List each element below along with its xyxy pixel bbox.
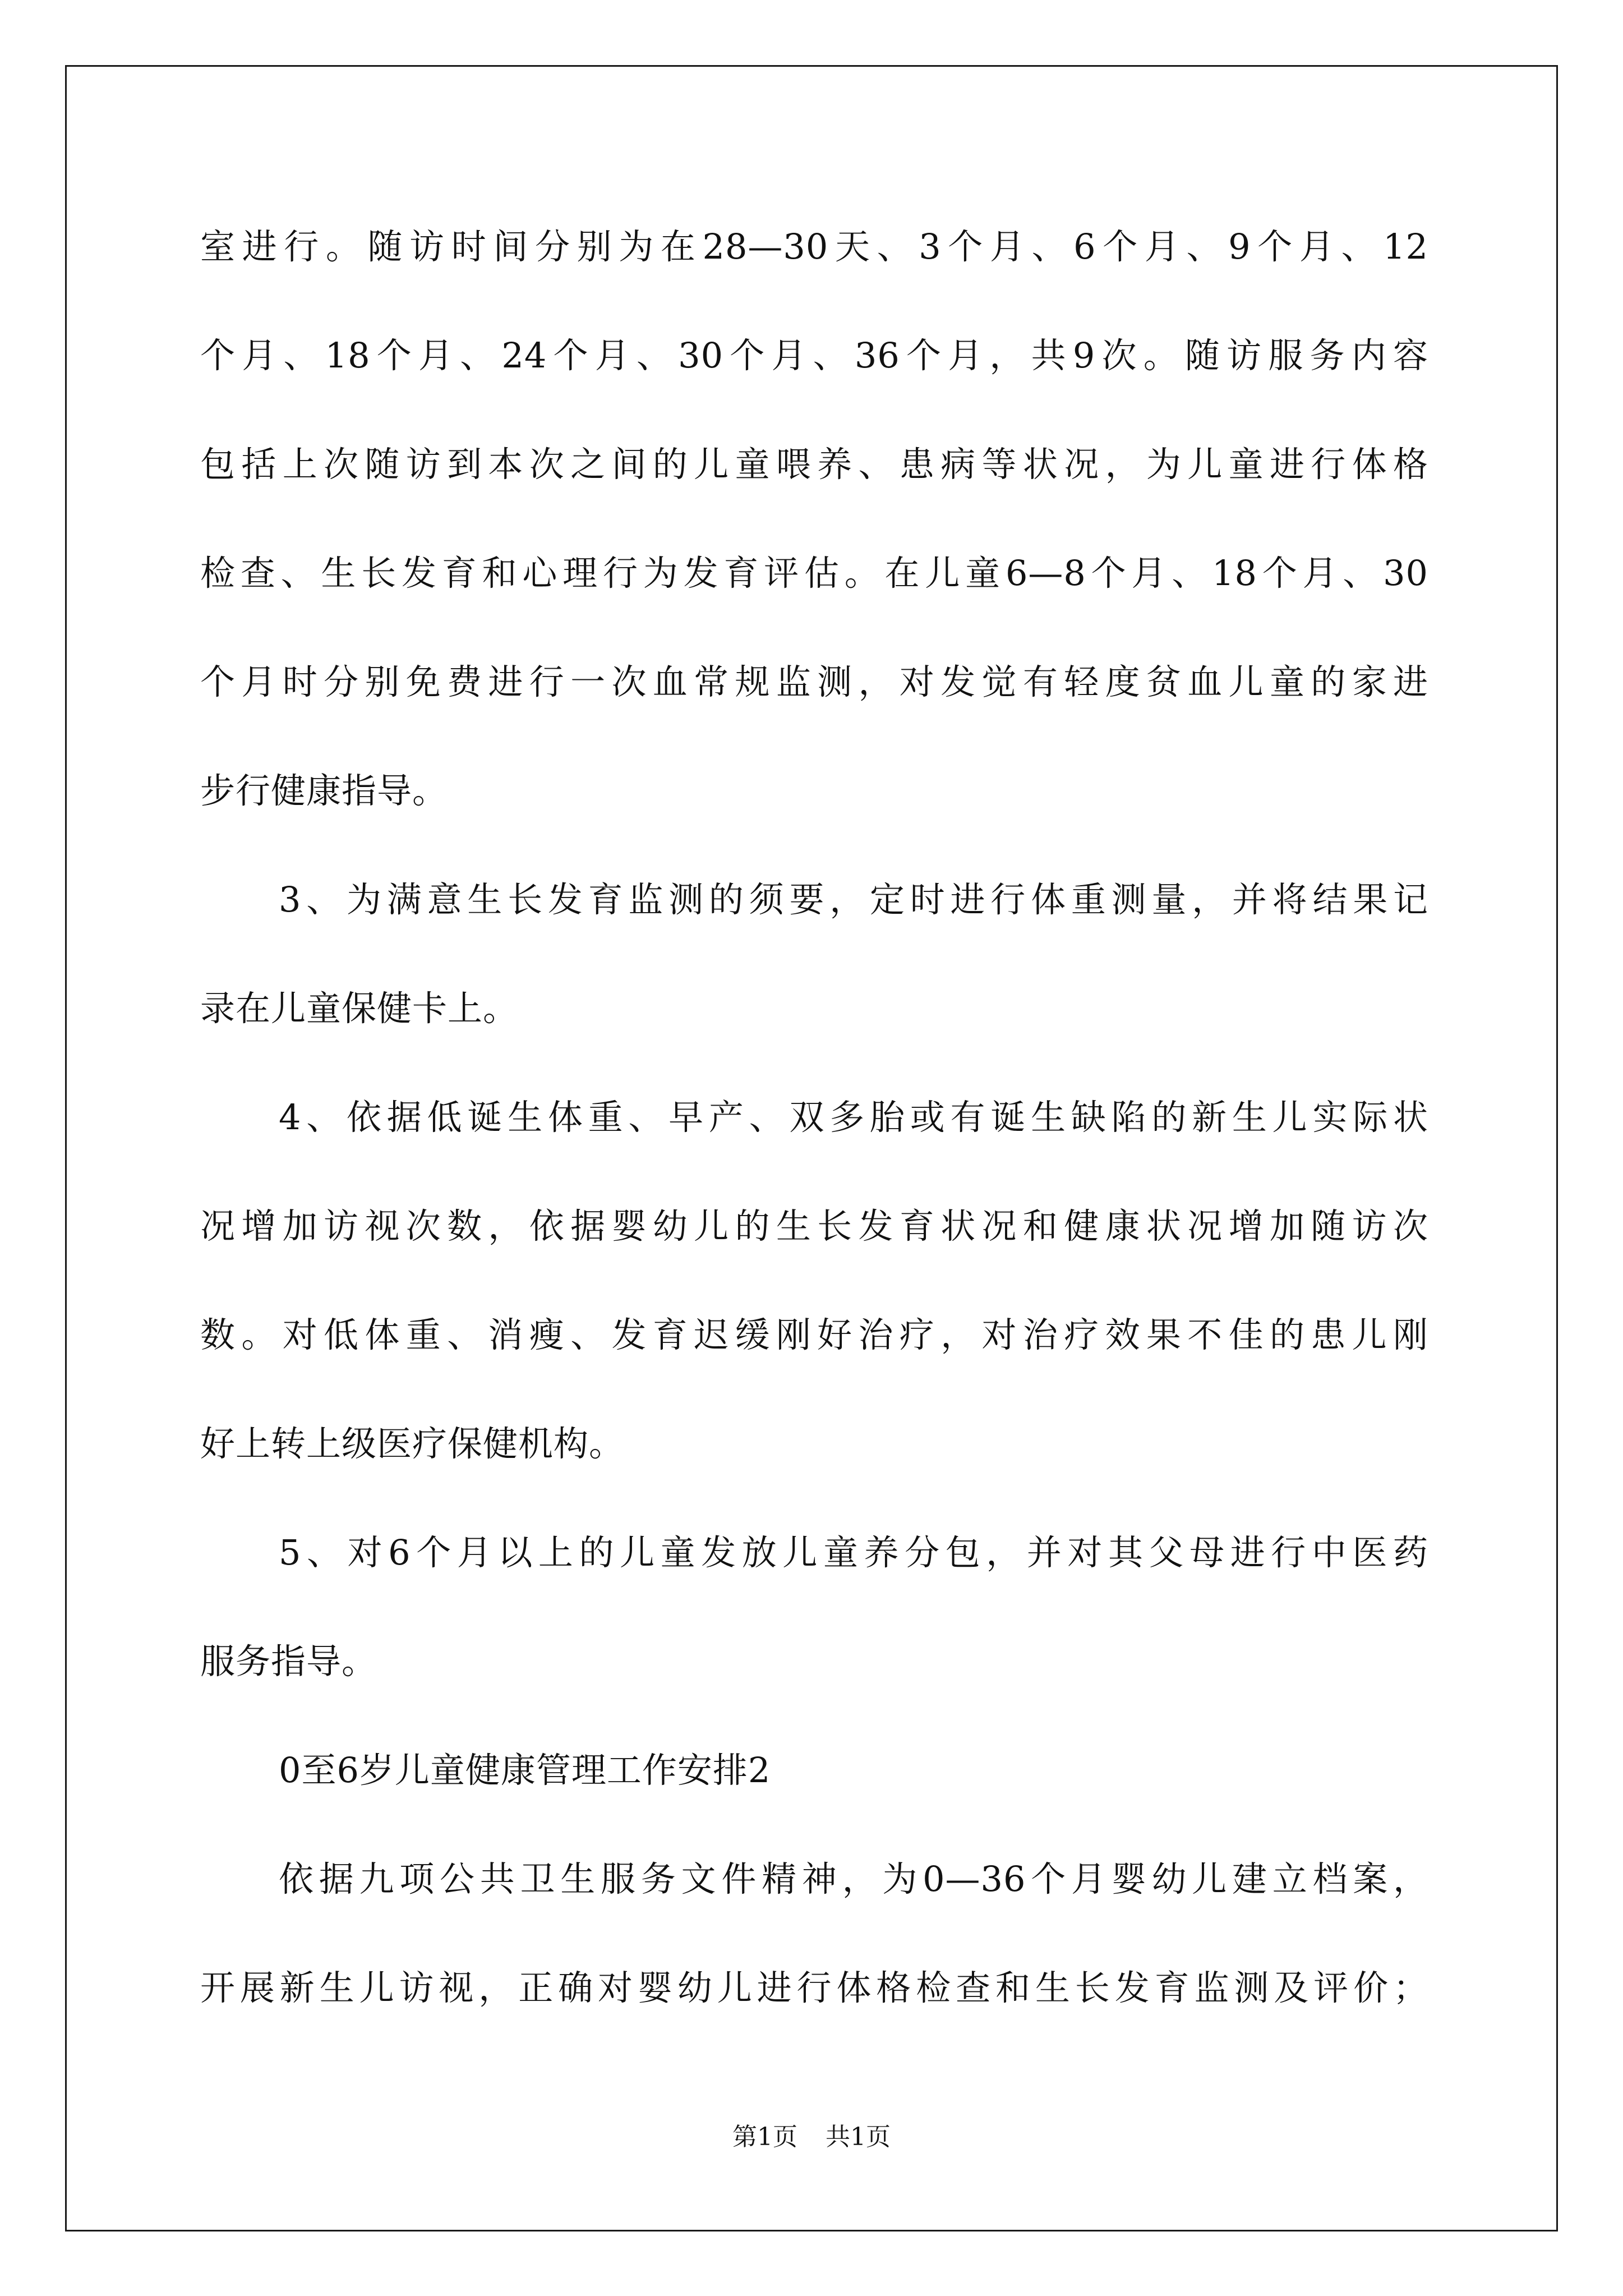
text-line: 包括上次随访到本次之间的儿童喂养、患病等状况，为儿童进行体格 [200, 444, 1428, 485]
text-line: 室进行。随访时间分别为在28—30天、3个月、6个月、9个月、12 [200, 226, 1428, 267]
text-line: 况增加访视次数，依据婴幼儿的生长发育状况和健康状况增加随访次 [200, 1205, 1428, 1246]
text-line: 个月时分别免费进行一次血常规监测，对发觉有轻度贫血儿童的家进 [200, 661, 1428, 702]
text-line: 步行健康指导。 [200, 770, 448, 811]
text-line: 数。对低体重、消瘦、发育迟缓刚好治疗，对治疗效果不佳的患儿刚 [200, 1314, 1428, 1355]
paragraph-start-line: 5、对6个月以上的儿童发放儿童养分包，并对其父母进行中医药 [279, 1532, 1428, 1573]
paragraph-start-line: 3、为满意生长发育监测的须要，定时进行体重测量，并将结果记 [279, 879, 1428, 920]
text-line: 个月、18个月、24个月、30个月、36个月，共9次。随访服务内容 [200, 335, 1428, 376]
page-footer [0, 2120, 1623, 2154]
text-line: 好上转上级医疗保健机构。 [200, 1423, 625, 1464]
text-line: 检查、生长发育和心理行为发育评估。在儿童6—8个月、18个月、30 [200, 553, 1428, 593]
text-line: 服务指导。 [200, 1641, 377, 1682]
paragraph-start-line: 依据九项公共卫生服务文件精神，为0—36个月婴幼儿建立档案， [279, 1858, 1428, 1899]
paragraph-start-line: 4、依据低诞生体重、早产、双多胎或有诞生缺陷的新生儿实际状 [279, 1097, 1428, 1138]
text-line: 录在儿童保健卡上。 [200, 988, 519, 1029]
text-line: 开展新生儿访视，正确对婴幼儿进行体格检查和生长发育监测及评价； [200, 1967, 1428, 2008]
section-heading: 0至6岁儿童健康管理工作安排2 [279, 1750, 771, 1791]
page-number: 第1页 [732, 2123, 797, 2151]
page-total: 共1页 [826, 2123, 891, 2151]
